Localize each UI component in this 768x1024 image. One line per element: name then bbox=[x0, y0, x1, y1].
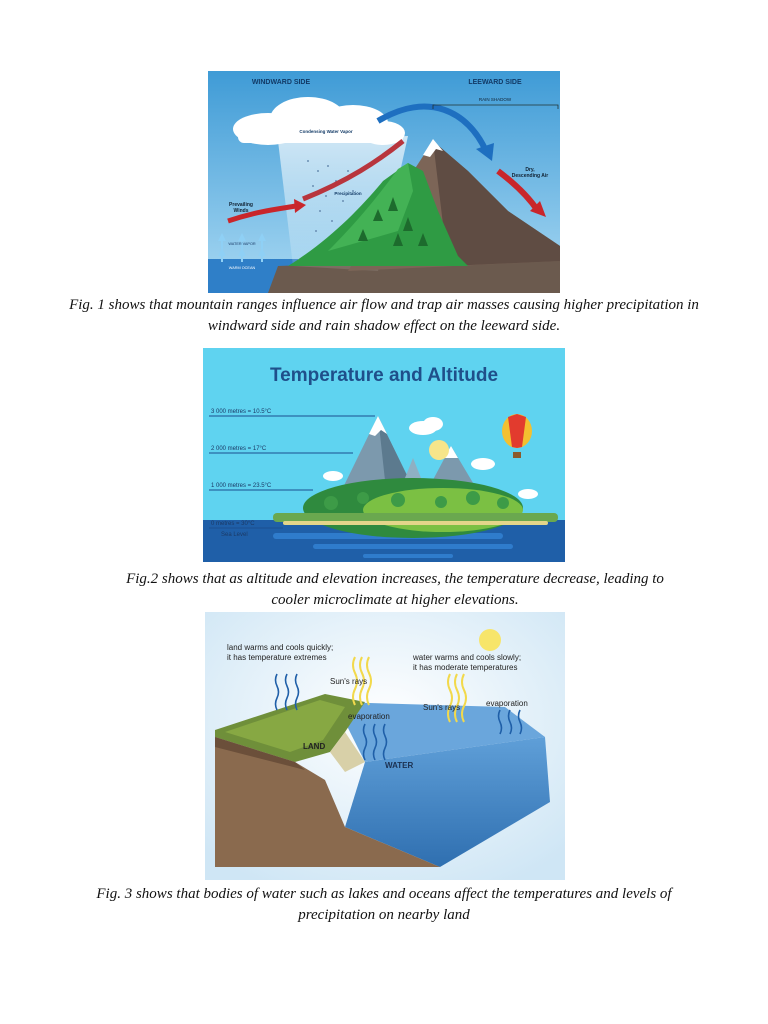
figure-1-rain-shadow bbox=[208, 71, 560, 293]
altitude-1000-label: 1 000 metres = 23.5°C bbox=[211, 483, 272, 489]
evaporation-land-label: evaporation bbox=[348, 712, 390, 721]
land-note-line-2: it has temperature extremes bbox=[227, 653, 327, 662]
sun bbox=[429, 440, 449, 460]
hills-light bbox=[363, 488, 523, 532]
condensing-label: Condensing Water Vapor bbox=[299, 129, 353, 134]
land-water-diagram bbox=[205, 612, 565, 880]
rain-shadow-diagram bbox=[208, 71, 560, 293]
sun bbox=[479, 629, 501, 651]
water-note-line-1: water warms and cools slowly; bbox=[413, 653, 522, 662]
figure-2-temperature-altitude bbox=[203, 348, 565, 562]
altitude-2000-label: 2 000 metres = 17°C bbox=[211, 446, 267, 452]
water-vapor-label: WATER VAPOR bbox=[228, 242, 256, 246]
rain-shadow-label: RAIN SHADOW bbox=[478, 97, 512, 102]
land-label: LAND bbox=[303, 742, 326, 751]
dry-air-label-2: Descending Air bbox=[511, 173, 549, 179]
evaporation-water-label: evaporation bbox=[486, 699, 528, 708]
leeward-side-label: LEEWARD SIDE bbox=[468, 79, 522, 86]
prevailing-winds-label-2: Winds bbox=[233, 208, 249, 214]
precipitation-label: Precipitation bbox=[334, 191, 362, 196]
land-strip bbox=[273, 513, 558, 522]
warm-ocean-label: WARM OCEAN bbox=[228, 266, 256, 270]
figure-3-land-water bbox=[205, 612, 565, 880]
temperature-altitude-diagram bbox=[203, 348, 565, 562]
figure-1-caption: Fig. 1 shows that mountain ranges influence air flow and trap air masses causing higher precipitation in windward side and rain shadow effect on the leeward side. bbox=[69, 297, 699, 334]
prevailing-winds-label-1: Prevailing bbox=[229, 202, 253, 208]
suns-rays-land-label: Sun's rays bbox=[330, 677, 368, 686]
water-note-line-2: it has moderate temperatures bbox=[413, 663, 518, 672]
windward-side-label: WINDWARD SIDE bbox=[251, 79, 311, 86]
figure-3-caption: Fig. 3 shows that bodies of water such as lakes and oceans affect the temperatures and levels of precipitation on nearby land bbox=[96, 886, 672, 923]
beach bbox=[283, 521, 548, 525]
diagram-title: Temperature and Altitude bbox=[269, 365, 499, 386]
figure-2-caption: Fig.2 shows that as altitude and elevation increases, the temperature decrease, leading to cooler microclimate at higher elevations. bbox=[126, 571, 664, 608]
sea-level-label: Sea Level bbox=[221, 532, 248, 538]
land-note-line-1: land warms and cools quickly; bbox=[227, 643, 334, 652]
water-label: WATER bbox=[385, 761, 414, 770]
dry-air-label-1: Dry, bbox=[525, 167, 535, 173]
suns-rays-water-label: Sun's rays bbox=[423, 703, 461, 712]
altitude-0-label: 0 metres = 30°C bbox=[211, 521, 255, 527]
altitude-3000-label: 3 000 metres = 10.5°C bbox=[211, 409, 272, 415]
